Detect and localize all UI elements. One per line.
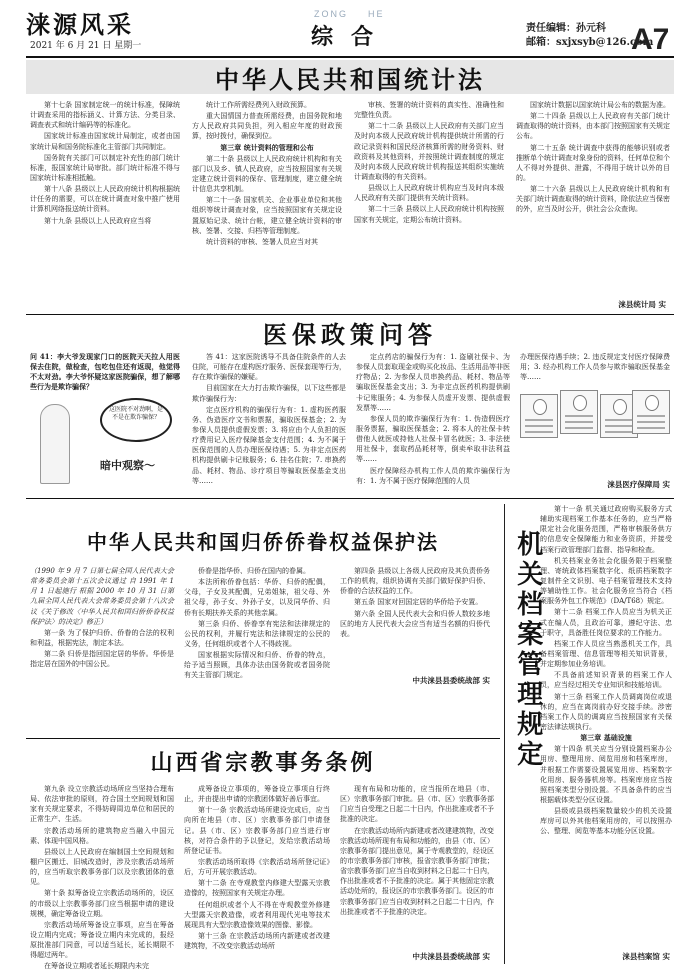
tongji-col-3: 审核、签署的统计资料的真实性、准确性和完整性负责。 第二十二条 县级以上人民政府有关部门应当及时向本级人民政府统计机构提供统计所需的行政记录资料和国民经济核算所需的财务资料、财政资料及其他资料，并按照统计调查制度的规定及时向本级人民政府统计机构报送其组织实施统计调查取得的有关资料。 县级以上人民政府统计机构应当及时向本级人民政府有关部门提供有关统计资料。 第二十三条 县级以上人民政府统计机构按照国家有关规定，定期公布统计资料。 <box>354 101 504 224</box>
dangan-byline: 涞县档案馆 实 <box>622 952 670 961</box>
qiaojuan-col-2: 侨眷是指华侨、归侨在国内的眷属。 本法所称侨眷包括：华侨、归侨的配偶，父母，子女及其配偶，兄弟姐妹，祖父母、外祖父母，孙子女、外孙子女，以及同华侨、归侨有长期扶养关系的其他亲属。 第三条 归侨、侨眷享有宪法和法律规定的公民的权利，并履行宪法和法律规定的公民的义务，任何组织或者个人不得歧视。 国家根据实际情况和归侨、侨眷的特点，给予适当照顾，具体办法由国务院或者国务院有关主管部门规定。 <box>184 567 330 680</box>
tongji-col-1: 第十七条 国家制定统一的统计标准，保障统计调查采用的指标涵义、计算方法、分类目录、调查表式和统计编码等的标准化。 国家统计标准由国家统计局制定，或者由国家统计局和国务院标准化主管部门共同制定。 国务院有关部门可以制定补充性的部门统计标准，报国家统计局审批。部门统计标准不得与国家统计标准相抵触。 第十八条 县级以上人民政府统计机构根据统计任务的需要，可以在统计调查对象中推广使用计算机网络报送统计资料。 第十九条 县级以上人民政府应当将 <box>30 101 180 225</box>
qiaojuan-col-3: 第四条 县级以上各级人民政府及其负责侨务工作的机构，组织协调有关部门做好保护归侨、侨眷的合法权益的工作。 第五条 国家对回国定居的华侨给予安置。 第六条 全国人民代表大会和归侨人数较多地区的地方人民代表大会应当有适当名额的归侨代表。 <box>340 567 490 638</box>
email: 邮箱：sxjxsyb@126.com <box>526 37 654 48</box>
zongjiao-col-3: 现有布局和功能的，应当报所在地县（市、区）宗教事务部门审批。县（市、区）宗教事务部门应当自受理之日起二十日内，作出批准或者不予批准的决定。 在宗教活动场所内新建或者改建建筑物，改变宗教活动场所现有布局和功能的，由县（市、区）宗教事务部门提出意见，属于寺观教堂的，经设区的市宗教事务部门审核，报省宗教事务部门审批；省宗教事务部门应当自收到材料之日起二十日内，作出批准或者不予批准的决定。属于其他固定宗教活动处所的，报设区的市宗教事务部门。设区的市宗教事务部门应当自收到材料之日起二十日内，作出批准或者不予批准的决定。 <box>340 785 494 916</box>
speech-bubble: 这医院不对劲啊，是不是在欺诈骗保？ <box>100 398 172 442</box>
id-card-icon <box>560 390 598 434</box>
dangan-title: 机关档案管理规定 <box>512 530 543 770</box>
yibao-col-4: 办理医保待遇手续；2. 违反规定支付医疗保障费用；3. 经办机构工作人员参与欺诈骗取医保基金等…… <box>520 353 670 382</box>
masthead: 涞源风采 <box>26 10 134 39</box>
zongjiao-title: 山西省宗教事务条例 <box>150 750 376 776</box>
tongji-byline: 涞县统计局 实 <box>618 300 666 309</box>
cartoon-caption: 暗中观察～ <box>100 459 155 472</box>
id-card-icon <box>632 390 670 434</box>
tongji-col-4: 国家统计数据以国家统计局公布的数据为准。 第二十四条 县级以上人民政府有关部门统计调查取得的统计资料，由本部门按照国家有关规定公布。 第二十五条 统计调查中获得的能够识别或者推断单个统计调查对象身份的资料，任何单位和个人不得对外提供、泄露，不得用于统计以外的目的。 第二十六条 县级以上人民政府统计机构和有关部门统计调查取得的统计资料，除依法应当保密的外，应当及时公开，供社会公众查询。 <box>516 101 670 214</box>
id-card-icon <box>520 394 558 438</box>
qiaojuan-col-1: （1990 年 9 月 7 日第七届全国人民代表大会常务委员会第十五次会议通过 自 1991 年 1 月 1 日起施行 根据 2000 年 10 月 31 日第九届全国人民代表大会常务委员会第十八次会议《关于修改〈中华人民共和国归侨侨眷权益保护法〉的决定》修正） 第一条 为了保护归侨、侨眷的合法的权利和利益，根据宪法，制定本法。 第二条 归侨是指回国定居的华侨。华侨是指定居在国外的中国公民。 <box>30 567 174 669</box>
column-divider <box>504 504 505 964</box>
yibao-col-2: 答 41：这家医院诱导不具备住院条件的人去住院，可能存在虚构医疗服务、医保套现等行为，存在欺诈骗保的嫌疑。 目前国家在大力打击欺诈骗保，以下这些都是欺诈骗保行为： 定点医疗机构的骗保行为有：1. 虚构医药服务、伪造医疗文书和票据，骗取医保基金；2. 为参保人员提供虚假发票；3. 将应由个人负担的医疗费用记入医疗保障基金支付范围；4. 为不属于医保范围的人员办理医保待遇；5. 为非定点医药机构提供刷卡记账服务；6. 挂名住院；7. 串换药品、耗材、物品、诊疗项目等骗取医保基金支出等…… <box>192 353 346 485</box>
rule-1 <box>26 314 674 315</box>
zongjiao-byline: 中共涞县县委统战部 实 <box>412 952 490 961</box>
tongji-title: 中华人民共和国统计法 <box>215 65 485 94</box>
section-latin-2: HE <box>368 9 385 19</box>
rule-2 <box>26 498 674 499</box>
section-latin-1: ZONG <box>314 9 348 19</box>
yibao-title: 医保政策问答 <box>263 320 437 349</box>
issue-date: 2021 年 6 月 21 日 星期一 <box>30 41 142 51</box>
qiaojuan-byline: 中共涞县县委统战部 实 <box>412 676 490 685</box>
yibao-illustration <box>520 388 670 476</box>
yibao-col-3: 定点药店的骗保行为有：1. 盗刷社保卡、为参保人员套取现金或购买化妆品、生活用品等非医疗物品；2. 为参保人员串换药品、耗材、物品等骗取医保基金支出；3. 为非定点医药机构提供刷卡记账服务；4. 为参保人员虚开发票、提供虚假发票等…… 参保人员的欺诈骗保行为有：1. 伪造假医疗服务票据，骗取医保基金；2. 将本人的社保卡转借他人就医或持他人社保卡冒名就医；3. 非法使用社保卡，套取药品耗材等，倒卖牟取非法利益等…… 医疗保障经办机构工作人员的欺诈骗保行为有：1. 为不属于医疗保障范围的人员 <box>356 353 510 485</box>
yibao-question: 问 41：李大爷发现家门口的医院天天拉人用医保去住院，做检查，包吃包住还有返现，他觉得不太对劲。李大爷怀疑这家医院骗保，想了解哪些行为是欺诈骗保？ <box>30 352 180 392</box>
dangan-col: 第十一条 机关通过政府购买服务方式辅助实现档案工作基本任务的，应当严格限定社会化服务范围，严格审核服务供方的信息安全保障能力和业务资质，并接受档案行政管理部门监督、指导和检查。 机关档案业务社会化服务限于档案整理、寄统政体档案数字化、纸质档案数字复制件全文识别、电子档案管理技术支持等辅助性工作。社会化服务应当符合《档案服务外包工作规范》（DA/T68）规定。 第十二条 档案工作人员应当为机关正式在编人员，且政治可靠，遵纪守法、忠于职守，具备胜任岗位要求的工作能力。 档案工作人员应当熟悉机关工作，具备档案管理、信息管理等相关知识背景，并定期参加业务培训。 不具备前述知识背景的档案工作人员，应当经过相关专业知识和技能培训。 第十三条 档案工作人员调离岗位或退休的，应当在离岗前办好交接手续。涉密档案工作人员的调离应当按照国家有关保密法律法规执行。 第三章 基础设施 第十四条 机关应当分别设置档案办公用房、整理用房、阅览用房和档案库房，并根据工作需要设置展览用房、档案数字化用房、服务器机房等。档案库房应当按照档案类型分别设置。不具备条件的应当根据载体类型分区设置。 县级或县级档案数量较少的机关设置库房可以外其他档案用房的，可以按照办公、整理、阅览等基本功能分区设置。 <box>540 505 672 836</box>
section-name: 综合 <box>311 24 392 50</box>
zongjiao-col-1: 第九条 设立宗教活动场所应当坚持合理布局、依法审批的原则，符合国土空间规划和国家有关规定要求，不得妨碍周边单位和居民的正常生产、生活。 宗教活动场所的建筑物应当融入中国元素、体现中国风格。 县级以上人民政府在编制国土空间规划和棚户区搬迁、旧城改造时，涉及宗教活动场所的，应当听取宗教事务部门以及宗教团体的意见。 第十条 拟筹备设立宗教活动场所的，设区的市级以上宗教事务部门应当根据申请的建设规模，确定筹备设立期。 宗教活动场所筹备设立事项，应当在筹备设立期内完成；筹备设立期内未完成的，报经原批准部门同意，可以适当延长，延长期限不得超过两年。 在筹备设立期或者延长期限内未完 <box>30 785 174 971</box>
header-rule <box>26 56 674 58</box>
zongjiao-col-2: 成筹备设立事项的，筹备设立事项自行终止，并由提出申请的宗教团体做好善后事宜。 第十一条 宗教活动场所建设完成后，应当向所在地县（市、区）宗教事务部门申请登记。县（市、区）宗教事务部门应当进行审核，对符合条件的予以登记，发给宗教活动场所登记证书。 宗教活动场所取得《宗教活动场所登记证》后，方可开展宗教活动。 第十二条 在寺观教堂内修建大型露天宗教造像的，按照国家有关规定办理。 任何组织或者个人不得在寺观教堂外修建大型露天宗教造像，或者利用现代光电等技术展现具有大型宗教造像效果的图像、影像。 第十三条 在宗教活动场所内新建或者改建建筑物，不改变宗教活动场所 <box>184 785 330 951</box>
old-man-figure <box>40 404 70 484</box>
yibao-cartoon <box>30 398 180 490</box>
editor: 责任编辑：孙元科 <box>526 23 606 34</box>
rule-3 <box>26 738 500 739</box>
tongji-col-2: 统计工作所需经费列入财政预算。 重大国情国力普查所需经费，由国务院和地方人民政府共同负担，列入相应年度的财政预算，按时拨付，确保到位。 第三章 统计资料的管理和公布 第二十条 县级以上人民政府统计机构和有关部门以及乡、镇人民政府，应当按照国家有关规定建立统计资料的保存、管理制度，建立健全统计信息共享机制。 第二十一条 国家机关、企业事业单位和其他组织等统计调查对象，应当按照国家有关规定设置原始记录、统计台帐，建立健全统计资料的审核、签署、交接、归档等管理制度。 统计资料的审核、签署人员应当对其 <box>192 101 342 246</box>
qiaojuan-title: 中华人民共和国归侨侨眷权益保护法 <box>87 530 439 554</box>
yibao-byline: 涞县医疗保障局 实 <box>607 480 670 489</box>
page-number: A7 <box>631 23 670 56</box>
